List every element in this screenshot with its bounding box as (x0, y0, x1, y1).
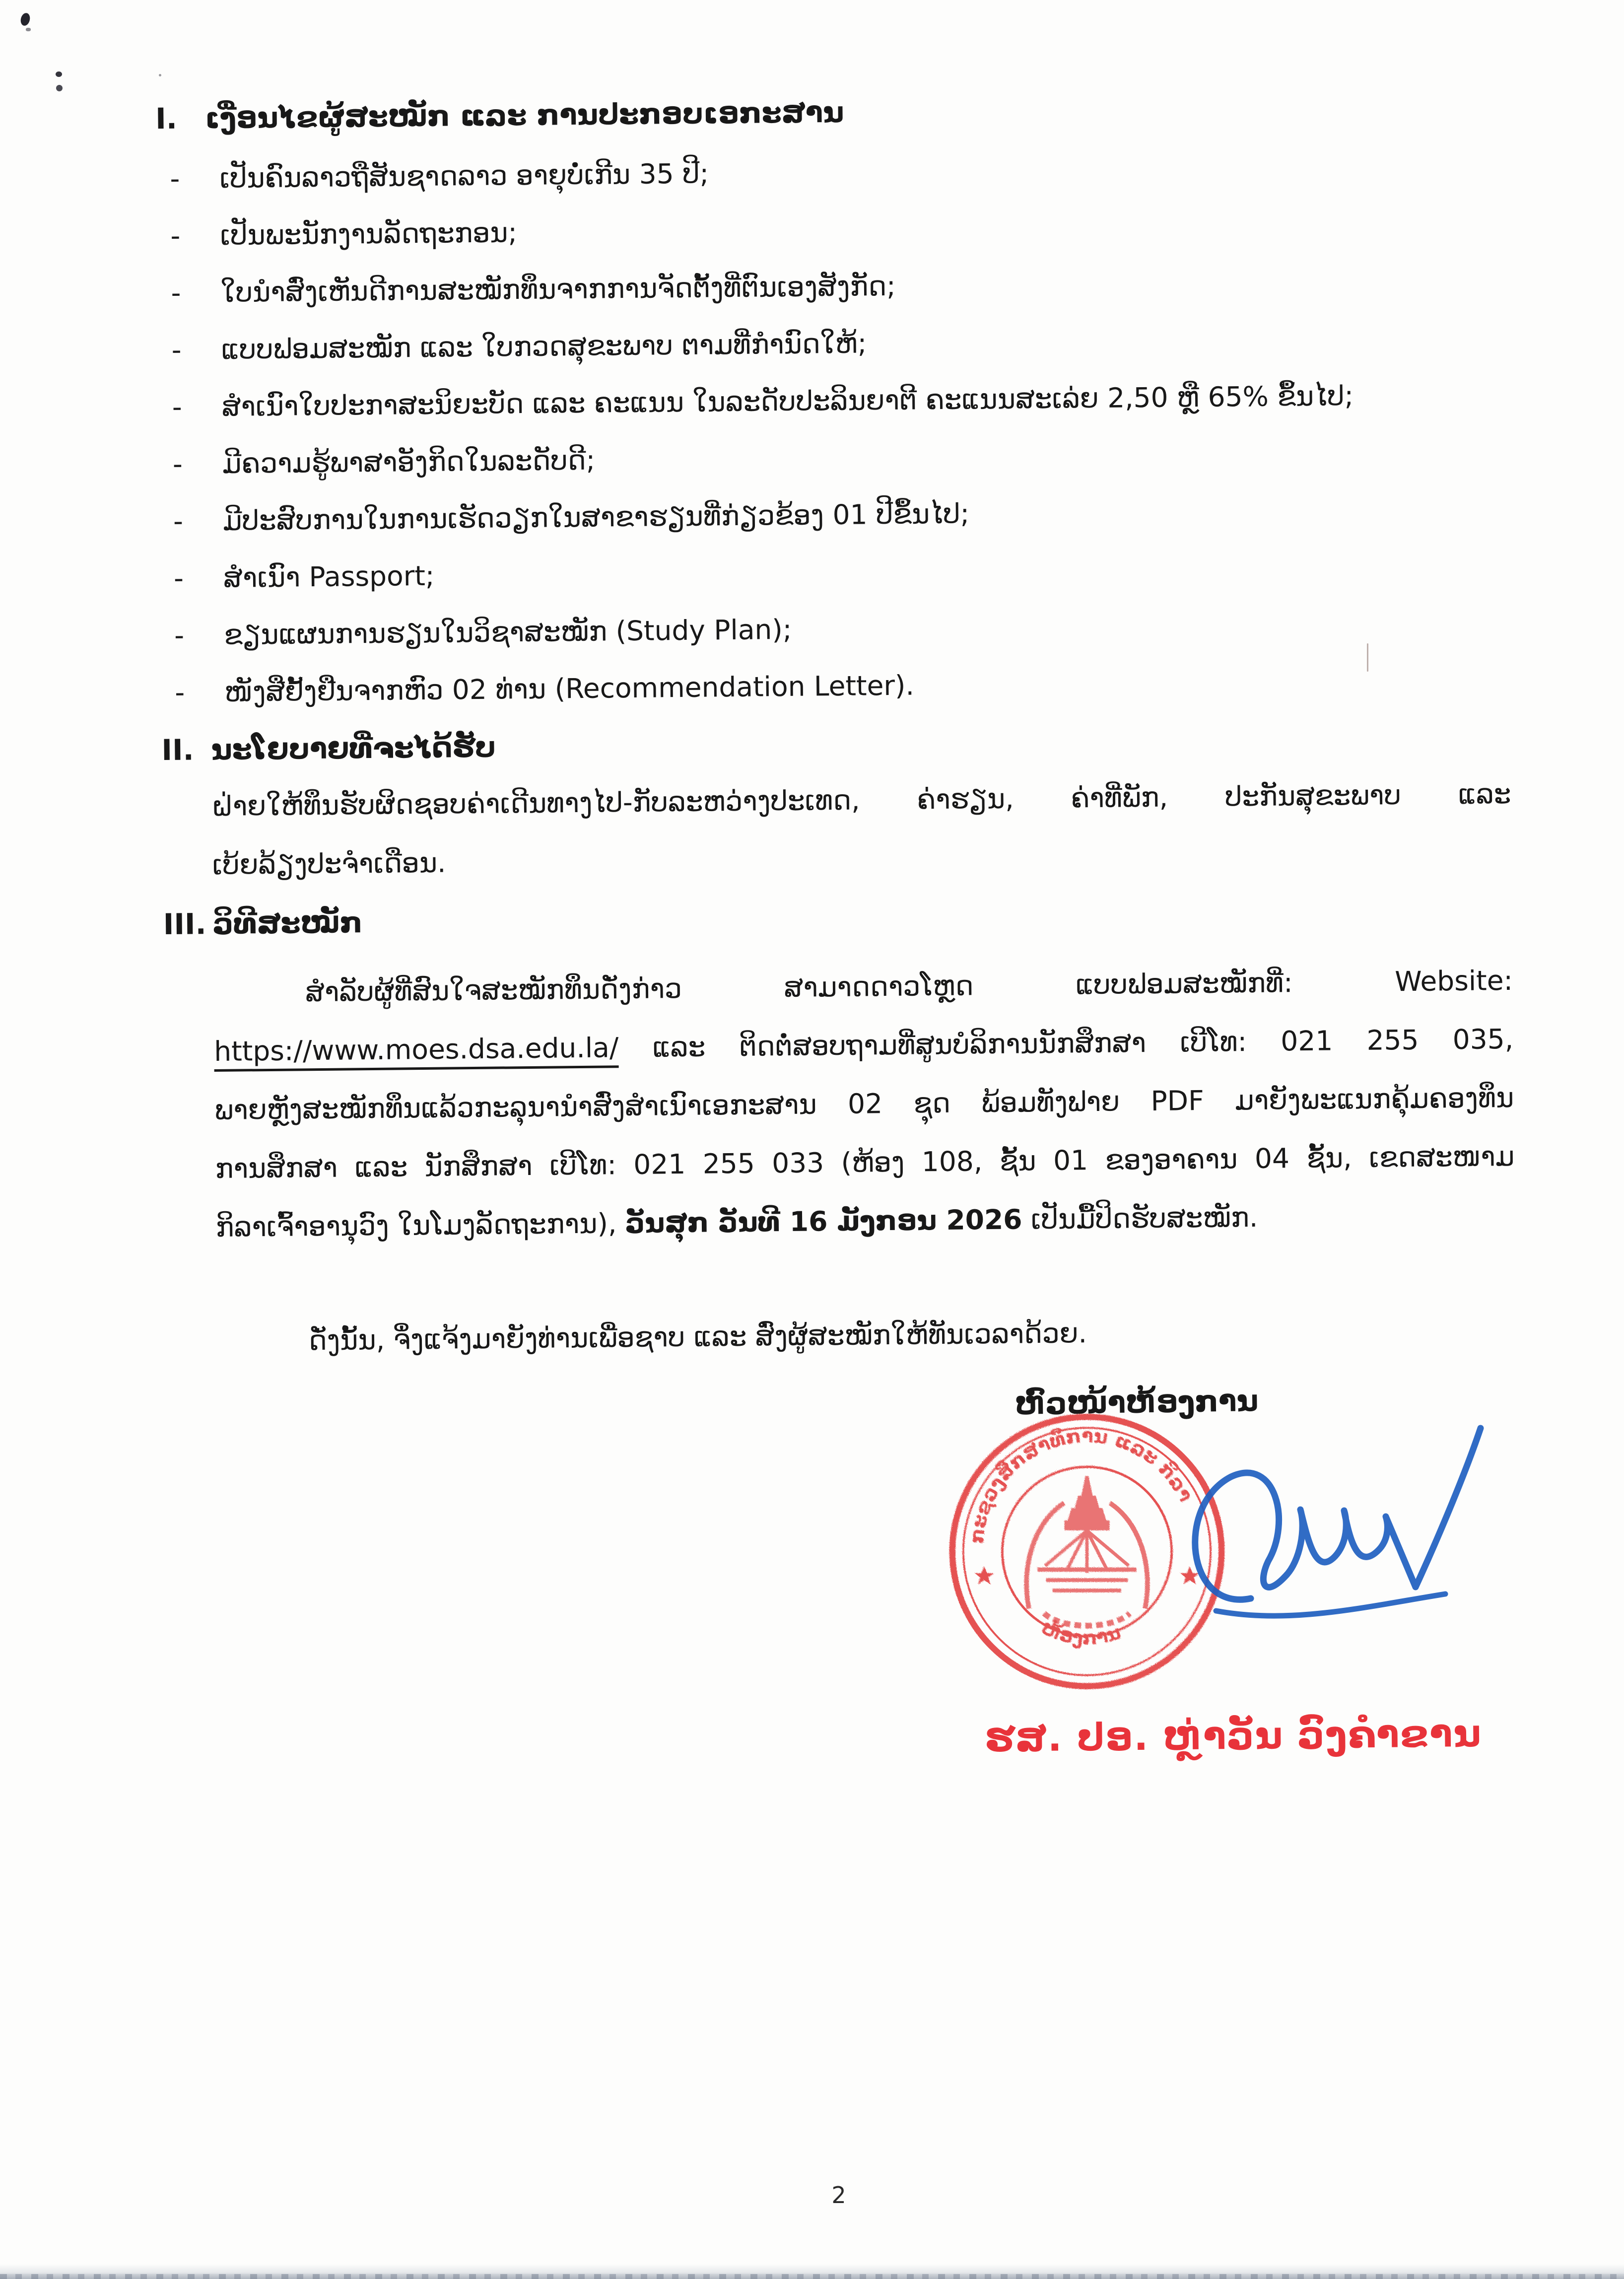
scan-edge-noise (0, 2274, 1624, 2279)
list-item: - ໜັງສືຢັ້ງຢືນຈາກຫົວ 02 ທ່ານ (Recommendation Letter). (161, 665, 1510, 735)
stamp-top-arc-text: ກະຊວງສຶກສາທິການ ແລະ ກິລາ (965, 1425, 1197, 1545)
section1-title: ເງື່ອນໄຂຜູ້ສະໝັກ ແລະ ການປະກອບເອກະສານ (204, 95, 844, 136)
page-number: 2 (831, 2182, 846, 2209)
section3-title: ວິທີສະໝັກ (212, 905, 363, 941)
scan-speck (56, 85, 63, 91)
bullet-dash: - (171, 276, 181, 309)
bullet-dash: - (172, 391, 182, 423)
list-item: - ມີຄວາມຮູ້ພາສາອັງກິດໃນລະດັບດີ; (159, 436, 1508, 506)
section2-numeral: II. (161, 733, 194, 767)
scan-speck (19, 12, 31, 27)
section2-body-line: ຝ່າຍໃຫ້ທຶນຮັບຜິດຊອບຄ່າເດີນທາງໄປ-ກັບລະຫວ່າງປະເທດ, ຄ່າຮຽນ, ຄ່າທີ່ພັກ, ປະກັນສຸຂະພາບ ແລະ (211, 777, 1511, 823)
section2-title: ນະໂຍບາຍທີ່ຈະໄດ້ຮັບ (211, 730, 496, 767)
section3-paragraph-line: ພາຍຫຼັງສະໝັກທຶນແລ້ວກະລຸນານຳສົ່ງສຳເນົາເອກະສານ 02 ຊຸດ ພ້ອມທັງຟາຍ PDF ມາຍັງພະແນກຄຸ້ມຄອງທຶນ (214, 1081, 1514, 1126)
list-item: - ໃບນຳສົ່ງເຫັນດີການສະໝັກທຶນຈາກການຈັດຕັ້ງທີ່ຕົນເອງສັງກັດ; (157, 265, 1506, 335)
section1-numeral: I. (155, 101, 178, 136)
deadline-date: ວັນສຸກ ວັນທີ 16 ມັງກອນ 2026 (625, 1203, 1022, 1240)
document-body (155, 90, 1516, 1357)
deadline-prefix: ກິລາເຈົ້າອານຸວົງ ໃນໂມງລັດຖະການ), (215, 1207, 626, 1243)
section3-numeral: III. (163, 907, 206, 942)
list-item: - ແບບຟອມສະໝັກ ແລະ ໃບກວດສຸຂະພາບ ຕາມທີ່ກຳນົດໃຫ້; (157, 322, 1507, 392)
closing-paragraph: ດັ່ງນັ້ນ, ຈຶ່ງແຈ້ງມາຍັງທ່ານເພື່ອຊາບ ແລະ ສົ່ງຜູ້ສະໝັກໃຫ້ທັນເວລາດ້ວຍ. (308, 1317, 1087, 1357)
section3-paragraph-line: ສຳລັບຜູ້ທີ່ສົນໃຈສະໝັກທຶນດັ່ງກ່າວ ສາມາດດາວໂຫຼດ ແບບຟອມສະໝັກທີ່: Website: (305, 964, 1513, 1008)
list-item: - ຂຽນແຜນການຮຽນໃນວິຊາສະໝັກ (Study Plan); (160, 608, 1510, 678)
scan-speck (159, 74, 161, 76)
handwritten-signature (1067, 1397, 1514, 1646)
stamp-bottom-arc-text: ຫ້ອງການ (1038, 1616, 1124, 1650)
list-item: - ເປັນຄົນລາວຖືສັນຊາດລາວ ອາຍຸບໍ່ເກີນ 35 ປີ; (156, 151, 1505, 221)
website-link[interactable]: https://www.moes.dsa.edu.la/ (214, 1032, 619, 1072)
bullet-dash: - (173, 505, 184, 537)
signatory-name-stamp: ຮສ. ປອ. ຫຼ່າວັນ ວົງຄຳຂານ (984, 1711, 1483, 1761)
section3-paragraph-line: ການສຶກສາ ແລະ ນັກສຶກສາ ເບີໂທ: 021 255 033 (ຫ້ອງ 108, ຊັ້ນ 01 ຂອງອາຄານ 04 ຊັ້ນ, ເຂດສະໜາມ (215, 1140, 1515, 1185)
bullet-dash: - (170, 162, 180, 195)
list-item: - ສຳເນົາ Passport; (160, 551, 1509, 621)
deadline-suffix: ເປັນມື້ປິດຮັບສະໝັກ. (1022, 1201, 1258, 1236)
section3-paragraph-line (166, 1200, 1515, 1271)
list-item: - ມີປະສົບການໃນການເຮັດວຽກໃນສາຂາຮຽນທີ່ກ່ຽວຂ້ອງ 01 ປີຂຶ້ນໄປ; (159, 493, 1509, 563)
list-item: - ເປັນພະນັກງານລັດຖະກອນ; (156, 208, 1506, 278)
section3-line2-rest: ແລະ ຕິດຕໍ່ສອບຖາມທີ່ສູນບໍລິການນັກສຶກສາ ເບີໂທ: 021 255 035, (618, 1023, 1514, 1064)
bullet-dash: - (172, 448, 183, 480)
signatory-title: ຫົວໜ້າຫ້ອງການ (1015, 1383, 1259, 1422)
scan-speck (26, 28, 31, 31)
bullet-dash: - (174, 619, 185, 651)
list-item: - ສຳເນົາໃບປະກາສະນິຍະບັດ ແລະ ຄະແນນ ໃນລະດັບປະລິນຍາຕີ ຄະແນນສະເລ່ຍ 2,50 ຫຼື 65% ຂຶ້ນໄປ; (158, 379, 1508, 449)
bullet-dash: - (173, 562, 184, 594)
bullet-dash: - (175, 676, 185, 708)
bullet-dash: - (170, 219, 181, 252)
section2-body-line: ເບ້ຍລ້ຽງປະຈຳເດືອນ. (212, 846, 446, 881)
scan-speck (56, 71, 62, 77)
bullet-dash: - (171, 334, 182, 366)
